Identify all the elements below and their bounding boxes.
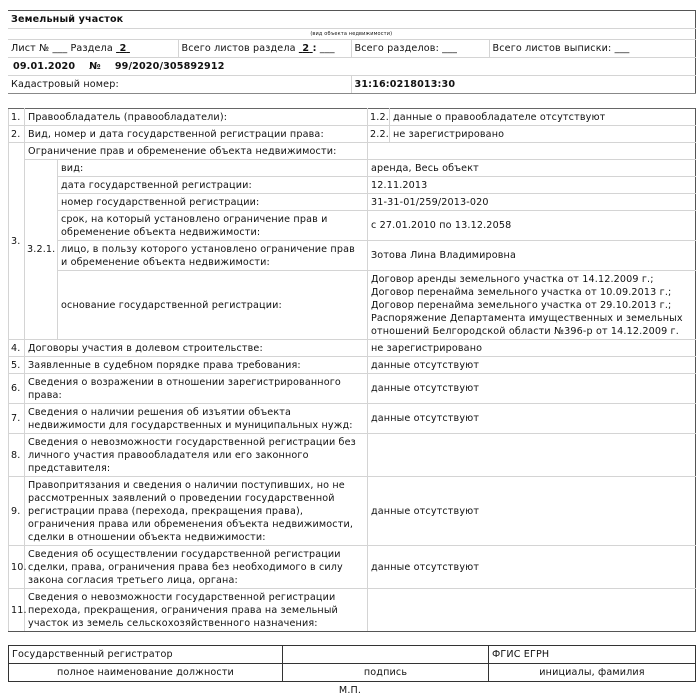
row-subnumber: 2.2. — [368, 126, 390, 143]
cadastral-number: 31:16:0218013:30 — [351, 76, 695, 94]
row-label: Правообладатель (правообладатели): — [25, 109, 368, 126]
total-sheets-section-label: Всего листов раздела — [181, 43, 296, 54]
signature-block — [8, 645, 696, 682]
encumbrance-value: Зотова Лина Владимировна — [368, 241, 696, 271]
total-sheets-section-sep: : — [312, 43, 317, 54]
row-value: данные отсутствуют — [368, 404, 696, 434]
row-value: не зарегистрировано — [390, 126, 696, 143]
row-number: 8. — [9, 434, 25, 477]
table-row — [9, 177, 696, 194]
row-value — [368, 589, 696, 632]
registration-basis-line: Договор перенайма земельного участка от 10.09.2013 г.; — [371, 286, 672, 298]
table-row — [9, 160, 696, 177]
stamp-placeholder: М.П. — [338, 685, 362, 696]
row-number: 9. — [9, 477, 25, 546]
total-extract-sheets-value: ___ — [614, 43, 630, 54]
table-row — [9, 477, 696, 546]
table-row — [9, 126, 696, 143]
row-number: 1. — [9, 109, 25, 126]
registrar-name: ФГИС ЕГРН — [489, 646, 696, 664]
table-row — [9, 357, 696, 374]
row-value: данные о правообладателе отсутствуют — [390, 109, 696, 126]
registration-basis-list — [368, 271, 696, 340]
row-number: 2. — [9, 126, 25, 143]
row-number: 10. — [9, 546, 25, 589]
table-row — [9, 211, 696, 241]
row-label: Договоры участия в долевом строительстве: — [25, 340, 368, 357]
row-subnumber: 1.2. — [368, 109, 390, 126]
row-subnumber: 3.2.1. — [25, 160, 58, 340]
registrar-signature — [283, 646, 489, 664]
row-value: данные отсутствуют — [368, 546, 696, 589]
sheet-value: ___ — [52, 43, 68, 54]
table-row — [9, 143, 696, 160]
encumbrance-label: номер государственной регистрации: — [58, 194, 368, 211]
total-extract-sheets-label: Всего листов выписки: — [492, 43, 612, 54]
row-label: Сведения об осуществлении государственной регистрации сделки, права, ограничения права без необходимого в силу закона согласия третьего лица, органа: — [25, 546, 368, 589]
table-row — [9, 241, 696, 271]
encumbrance-label: срок, на который установлено ограничение прав и обременение объекта недвижимости: — [58, 211, 368, 241]
table-row — [9, 340, 696, 357]
name-caption: инициалы, фамилия — [489, 664, 696, 682]
row-number: 6. — [9, 374, 25, 404]
row-value — [368, 434, 696, 477]
row-label: Сведения о невозможности государственной регистрации без личного участия правообладателя или его законного представителя: — [25, 434, 368, 477]
encumbrance-value: 31-31-01/259/2013-020 — [368, 194, 696, 211]
row-number: 5. — [9, 357, 25, 374]
row-label: Ограничение прав и обременение объекта недвижимости: — [25, 143, 368, 160]
table-row — [9, 589, 696, 632]
total-sections-value: ___ — [442, 43, 458, 54]
total-sheets-section-cell — [178, 40, 351, 58]
row-value: данные отсутствуют — [368, 357, 696, 374]
extract-header — [8, 10, 696, 94]
table-row — [9, 434, 696, 477]
encumbrance-value: 12.11.2013 — [368, 177, 696, 194]
encumbrance-table — [8, 108, 696, 632]
registration-basis-line: отношений Белгородской области №396-р от 14.12.2009 г. — [371, 325, 679, 337]
total-extract-sheets-cell — [489, 40, 695, 58]
encumbrance-label: вид: — [58, 160, 368, 177]
row-label: Правопритязания и сведения о наличии поступивших, но не рассмотренных заявлений о проведении государственной регистрации права (перехода, прекращения права), ограничения права или обременения объекта недвижимости, сделки в отношении объекта недвижимости: — [25, 477, 368, 546]
object-type-caption: (вид объекта недвижимости) — [8, 29, 695, 40]
row-label: Вид, номер и дата государственной регистрации права: — [25, 126, 368, 143]
row-number: 3. — [9, 143, 25, 340]
row-label: Сведения о невозможности государственной регистрации перехода, прекращения, ограничения права на земельный участок из земель сельскохозяйственного назначения: — [25, 589, 368, 632]
total-sections-cell — [351, 40, 489, 58]
encumbrance-label: дата государственной регистрации: — [58, 177, 368, 194]
row-number: 7. — [9, 404, 25, 434]
row-number: 4. — [9, 340, 25, 357]
position-caption: полное наименование должности — [9, 664, 283, 682]
row-label: Сведения о возражении в отношении зарегистрированного права: — [25, 374, 368, 404]
total-sections-label: Всего разделов: — [354, 43, 439, 54]
object-title: Земельный участок — [8, 11, 695, 29]
encumbrance-value: с 27.01.2010 по 13.12.2058 — [368, 211, 696, 241]
encumbrance-value: аренда, Весь объект — [368, 160, 696, 177]
registration-basis-line: Договор перенайма земельного участка от 29.10.2013 г.; — [371, 299, 672, 311]
row-value: не зарегистрировано — [368, 340, 696, 357]
table-row — [9, 271, 696, 340]
table-row — [9, 546, 696, 589]
signature-caption: подпись — [283, 664, 489, 682]
row-value: данные отсутствуют — [368, 374, 696, 404]
extract-number: 99/2020/305892912 — [114, 61, 225, 72]
sheet-section-cell — [8, 40, 178, 58]
extract-date: 09.01.2020 — [13, 61, 76, 72]
cadastral-label: Кадастровый номер: — [8, 76, 351, 94]
registration-basis-line: Договор аренды земельного участка от 14.12.2009 г.; — [371, 273, 654, 285]
row-label: Заявленные в судебном порядке права требования: — [25, 357, 368, 374]
registrar-position: Государственный регистратор — [9, 646, 283, 664]
table-row — [9, 404, 696, 434]
table-row — [9, 194, 696, 211]
extract-number-row — [8, 58, 695, 76]
number-sign: № — [89, 61, 101, 72]
encumbrance-label: лицо, в пользу которого установлено ограничение прав и обременение объекта недвижимости: — [58, 241, 368, 271]
total-sheets-section-value: 2 — [302, 43, 310, 54]
encumbrance-label: основание государственной регистрации: — [58, 271, 368, 340]
registration-basis-line: Распоряжение Департамента имущественных и земельных — [371, 312, 683, 324]
row-value — [368, 143, 696, 160]
row-label: Сведения о наличии решения об изъятии объекта недвижимости для государственных и муниципальных нужд: — [25, 404, 368, 434]
table-row — [9, 109, 696, 126]
table-row — [9, 374, 696, 404]
total-sheets-section-blank: ___ — [319, 43, 335, 54]
row-value: данные отсутствуют — [368, 477, 696, 546]
section-label: Раздела — [70, 43, 113, 54]
sheet-label: Лист № — [11, 43, 50, 54]
section-value: 2 — [119, 43, 127, 54]
row-number: 11. — [9, 589, 25, 632]
